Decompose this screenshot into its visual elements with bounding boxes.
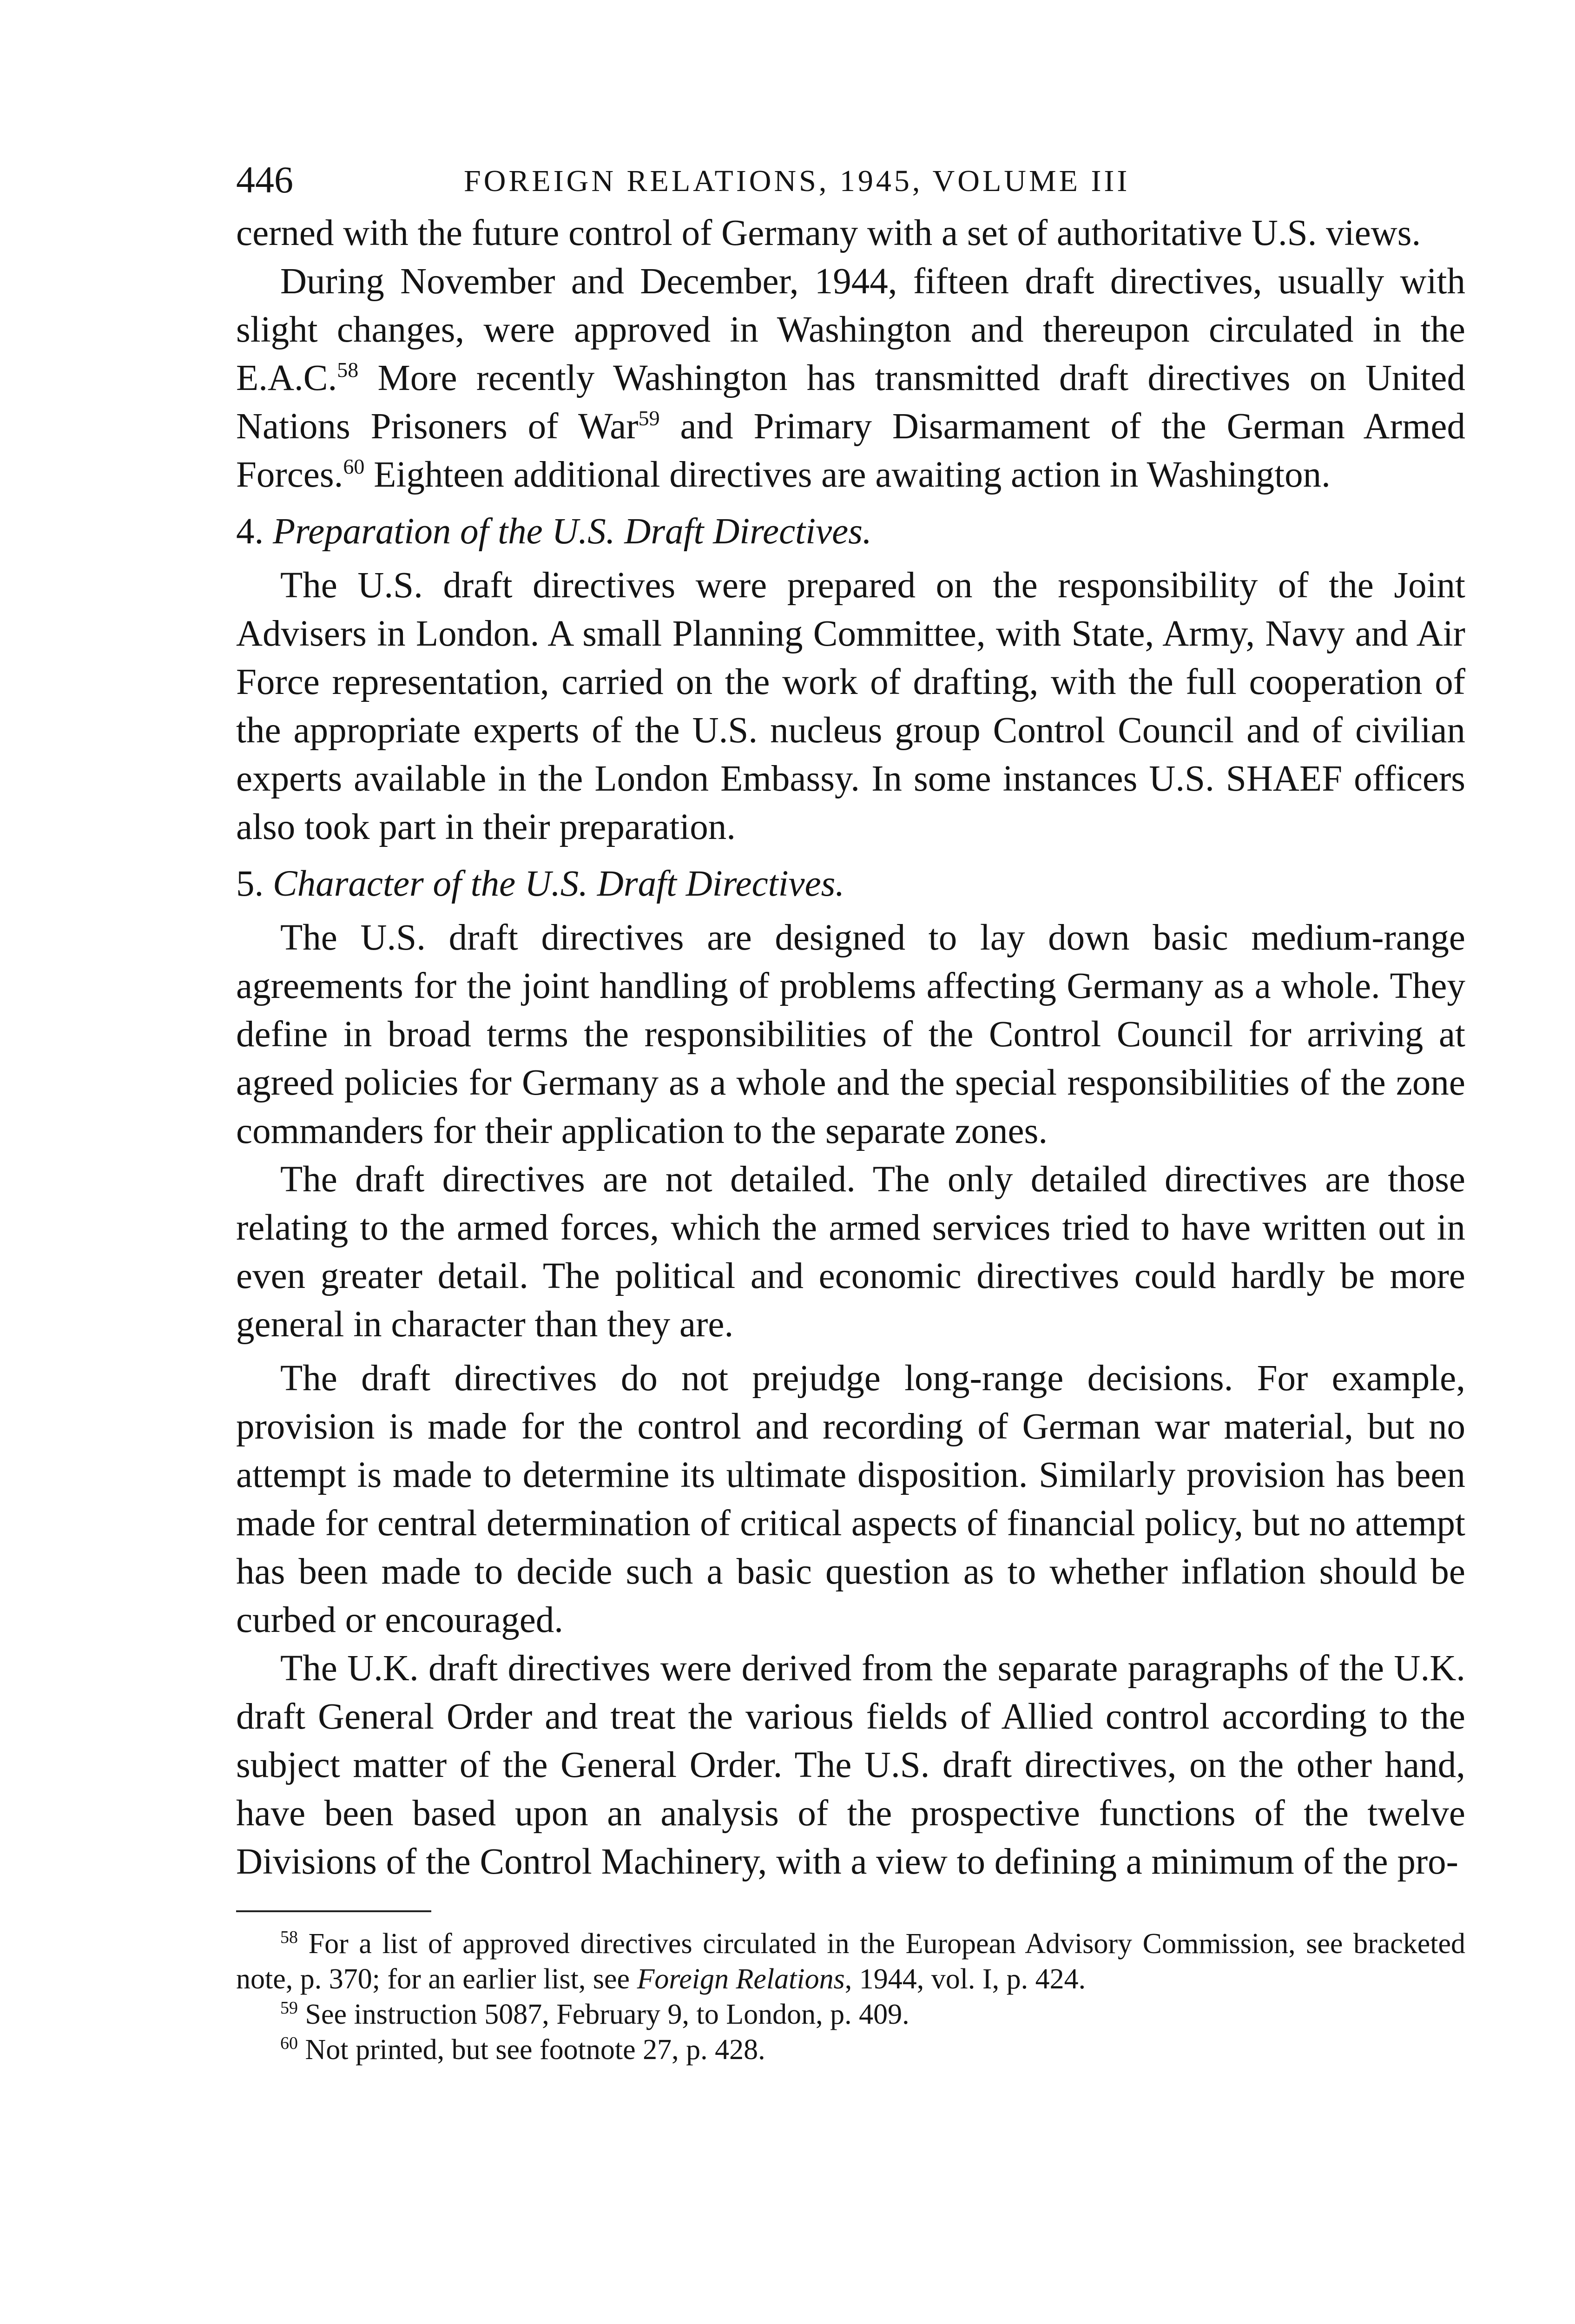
paragraph-text: cerned with the future control of Germany with a set of authoritative U.S. views. bbox=[236, 213, 1421, 253]
section-title: Character of the U.S. Draft Directives. bbox=[273, 864, 845, 904]
paragraph-text: Eighteen additional directives are awaiting action in Washington. bbox=[364, 455, 1331, 495]
section-heading-5 bbox=[236, 860, 1465, 908]
footnote-59 bbox=[236, 1997, 1465, 2032]
footnote-reference-59[interactable]: 59 bbox=[638, 406, 660, 430]
paragraph-uk-directives bbox=[236, 1644, 1465, 1886]
running-head-title: FOREIGN RELATIONS, 1945, VOLUME III bbox=[464, 164, 1130, 198]
paragraph-text: The U.S. draft directives are designed to lay down basic medium-range agreements for the joint handling of problems affecting Germany as a whole. They define in broad terms the responsibilities of the Control Council for arriving at agreed policies for Germany as a whole and the special responsibilities of the zone commanders for their application to the separate zones. bbox=[236, 918, 1465, 1151]
paragraph-text: During November and December, 1944, fifteen draft directives, usually with slight changes, were approved in Washington and thereupon circulated in the E.A.C. bbox=[236, 261, 1465, 398]
paragraph-continuation bbox=[236, 209, 1465, 257]
running-head bbox=[236, 153, 1465, 209]
section-number: 4. bbox=[236, 511, 264, 552]
body-text bbox=[236, 209, 1465, 1886]
paragraph-text: The draft directives do not prejudge long-range decisions. For example, provision is made for the control and recording of German war material, but no attempt is made to determine its ultimate disposition. Similarly provision has been made for central determination of critical aspects of financial policy, but no attempt has been made to decide such a basic question as to whether inflation should be curbed or encouraged. bbox=[236, 1358, 1465, 1640]
footnote-reference-60[interactable]: 60 bbox=[343, 455, 365, 478]
footnote-text: , 1944, vol. I, p. 424. bbox=[844, 1963, 1086, 1995]
section-title: Preparation of the U.S. Draft Directives. bbox=[273, 511, 872, 552]
footnote-mark: 59 bbox=[280, 1998, 298, 2018]
footnote-text: See instruction 5087, February 9, to London, p. 409. bbox=[305, 1999, 909, 2030]
footnote-text: For a list of approved directives circulated in the European Advisory Commission, see bracketed note, p. 370; for an earlier list, see bbox=[236, 1928, 1466, 1995]
paragraph-long-range bbox=[236, 1354, 1465, 1644]
paragraph-character-basic bbox=[236, 914, 1465, 1155]
paragraph-not-detailed bbox=[236, 1155, 1465, 1349]
footnotes bbox=[236, 1926, 1465, 2067]
footnote-divider bbox=[236, 1910, 431, 1912]
paragraph-text: The U.K. draft directives were derived from the separate paragraphs of the U.K. draft General Order and treat the various fields of Allied control according to the subject matter of the General Order. The U.S. draft directives, on the other hand, have been based upon an analysis of the prospective functions of the twelve Divisions of the Control Machinery, with a view to defining a minimum of the pro- bbox=[236, 1648, 1465, 1882]
paragraph-draft-directives-approved bbox=[236, 257, 1465, 499]
paragraph-text: The draft directives are not detailed. The only detailed directives are those relating to the armed forces, which the armed services tried to have written out in even greater detail. The political and economic directives could hardly be more general in character than they are. bbox=[236, 1159, 1465, 1345]
section-number: 5. bbox=[236, 864, 264, 904]
page-number: 446 bbox=[236, 158, 293, 201]
footnote-text: Not printed, but see footnote 27, p. 428. bbox=[305, 2034, 765, 2066]
document-page bbox=[236, 153, 1465, 2067]
paragraph-text: More recently Washington has transmitted draft directives on United Nations Prisoners of War bbox=[236, 358, 1465, 447]
footnote-mark: 60 bbox=[280, 2034, 298, 2053]
footnote-58 bbox=[236, 1926, 1465, 1997]
paragraph-preparation bbox=[236, 561, 1465, 852]
section-heading-4 bbox=[236, 508, 1465, 556]
footnote-60 bbox=[236, 2032, 1465, 2067]
footnote-reference-58[interactable]: 58 bbox=[337, 358, 359, 382]
paragraph-text: The U.S. draft directives were prepared on the responsibility of the Joint Advisers in London. A small Planning Committee, with State, Army, Navy and Air Force representation, carried on the work of drafting, with the full cooperation of the appropriate experts of the U.S. nucleus group Control Council and of civilian experts available in the London Embassy. In some instances U.S. SHAEF officers also took part in their preparation. bbox=[236, 565, 1465, 847]
paragraph-text: and Primary Disarmament of the German Armed Forces. bbox=[236, 406, 1465, 495]
footnote-citation-title: Foreign Relations bbox=[637, 1963, 845, 1995]
footnote-mark: 58 bbox=[280, 1928, 298, 1947]
